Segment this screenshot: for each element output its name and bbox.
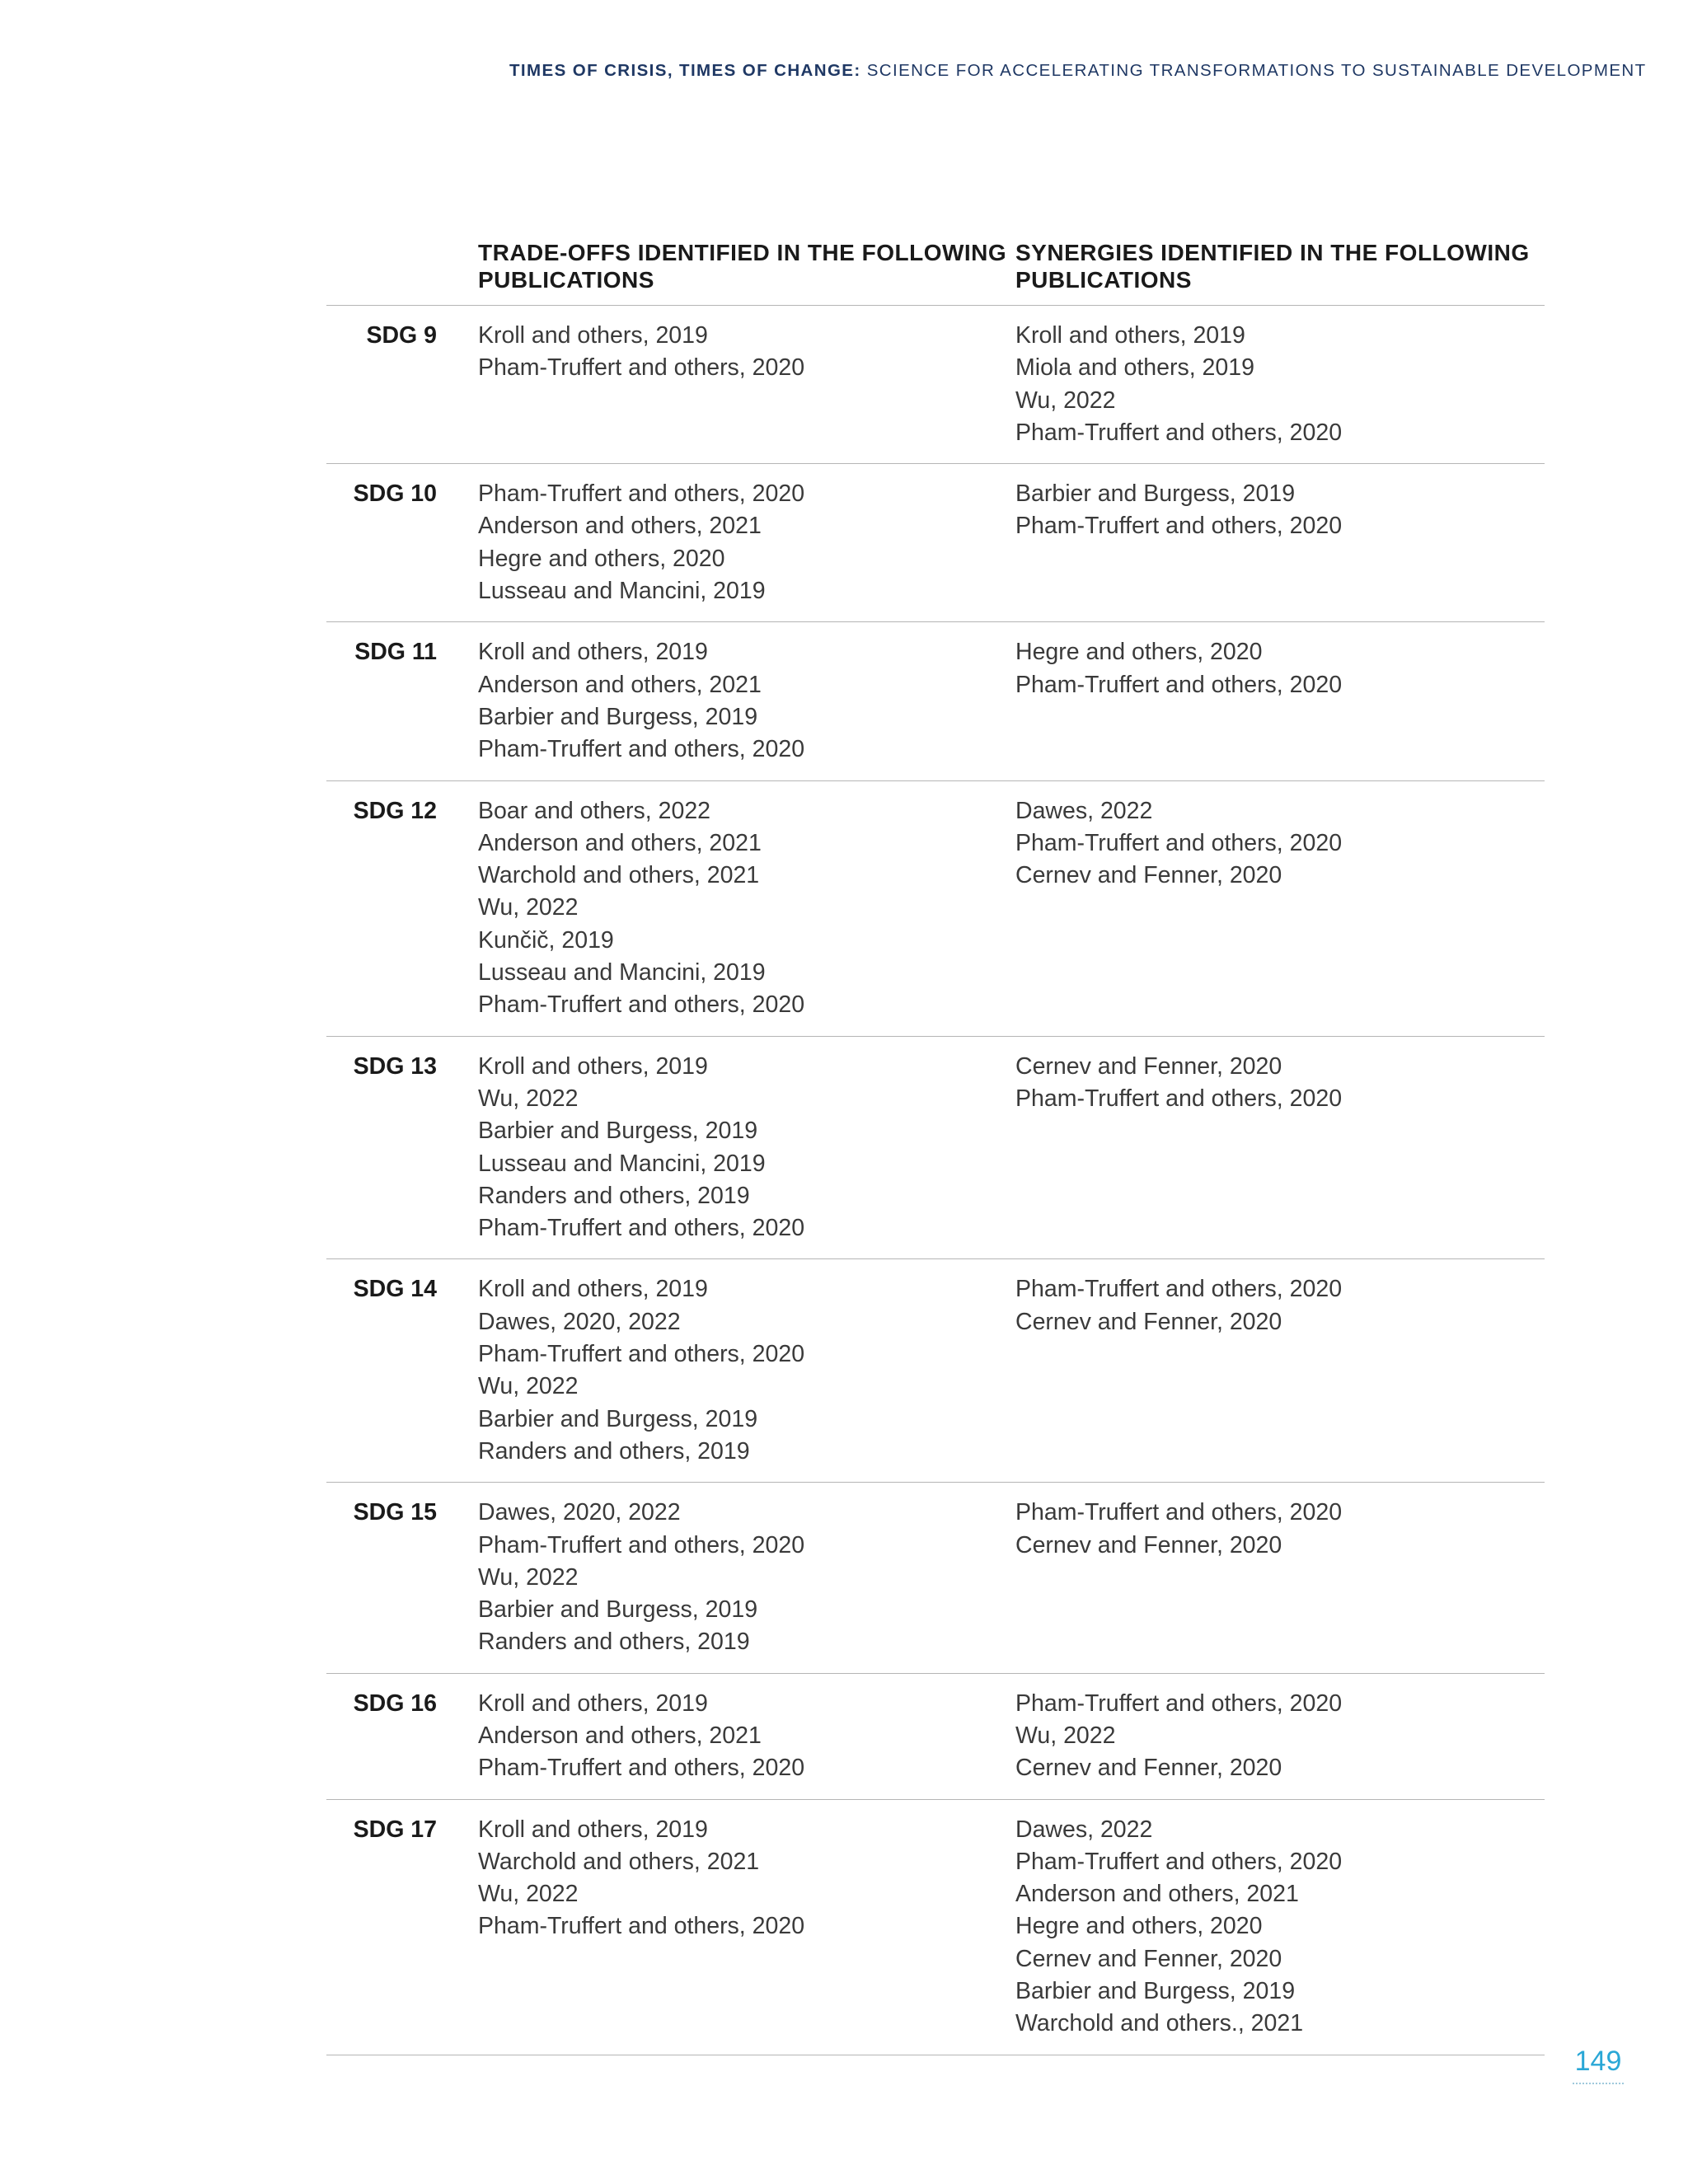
synergies-cell (1015, 1673, 1545, 1799)
trade-offs-list (478, 636, 1015, 766)
synergies-cell (1015, 622, 1545, 780)
citation-item: Lusseau and Mancini, 2019 (478, 1150, 766, 1177)
running-header (509, 61, 1647, 81)
citation-item: Dawes, 2022 (1015, 1816, 1153, 1843)
sdg-label: SDG 15 (326, 1483, 478, 1673)
citation-item: Kroll and others, 2019 (478, 1276, 708, 1303)
citation-item: Warchold and others., 2021 (1015, 2010, 1304, 2037)
citation-item: Lusseau and Mancini, 2019 (478, 959, 766, 987)
citation-item: Warchold and others, 2021 (478, 1848, 760, 1875)
synergies-list (1015, 1497, 1544, 1562)
running-header-title: TIMES OF CRISIS, TIMES OF CHANGE: (509, 61, 861, 80)
citation-item: Kroll and others, 2019 (478, 639, 708, 666)
table-row (326, 464, 1545, 622)
trade-offs-list (478, 320, 1015, 385)
table-header-row (326, 239, 1545, 306)
trade-offs-cell (478, 1036, 1015, 1259)
citation-item: Pham-Truffert and others, 2020 (478, 1531, 805, 1558)
citation-item: Kroll and others, 2019 (1015, 322, 1245, 349)
citation-item: Pham-Truffert and others, 2020 (478, 1341, 805, 1368)
citation-item: Wu, 2022 (478, 1373, 579, 1400)
citation-item: Wu, 2022 (1015, 387, 1116, 414)
sdg-label: SDG 16 (326, 1673, 478, 1799)
citation-item: Pham-Truffert and others, 2020 (478, 354, 805, 382)
citation-item: Barbier and Burgess, 2019 (478, 1405, 758, 1432)
citation-item: Dawes, 2020, 2022 (478, 1308, 681, 1335)
citation-item: Wu, 2022 (478, 1085, 579, 1112)
citation-item: Kroll and others, 2019 (478, 322, 708, 349)
citation-item: Pham-Truffert and others, 2020 (1015, 829, 1343, 856)
sdg-label: SDG 17 (326, 1799, 478, 2055)
citation-item: Barbier and Burgess, 2019 (478, 1118, 758, 1145)
synergies-list (1015, 478, 1544, 543)
trade-offs-list (478, 795, 1015, 1022)
citation-item: Kroll and others, 2019 (478, 1816, 708, 1843)
trade-offs-list (478, 1273, 1015, 1468)
trade-offs-cell (478, 1673, 1015, 1799)
citation-item: Pham-Truffert and others, 2020 (1015, 419, 1343, 446)
synergies-list (1015, 1688, 1544, 1785)
citation-item: Wu, 2022 (1015, 1722, 1116, 1749)
citation-item: Barbier and Burgess, 2019 (478, 1596, 758, 1624)
citation-item: Anderson and others, 2021 (478, 513, 762, 540)
citation-item: Hegre and others, 2020 (1015, 1913, 1263, 1940)
trade-offs-list (478, 1051, 1015, 1245)
trade-offs-column-header: TRADE-OFFS IDENTIFIED IN THE FOLLOWING PUBLICATIONS (478, 239, 1015, 306)
citation-item: Barbier and Burgess, 2019 (1015, 480, 1296, 508)
synergies-cell (1015, 780, 1545, 1036)
citation-item: Miola and others, 2019 (1015, 354, 1254, 382)
citation-item: Wu, 2022 (478, 894, 579, 921)
sdg-label: SDG 13 (326, 1036, 478, 1259)
citation-item: Pham-Truffert and others, 2020 (478, 1215, 805, 1242)
citation-item: Anderson and others, 2021 (478, 1722, 762, 1749)
citation-item: Cernev and Fenner, 2020 (1015, 1531, 1282, 1558)
trade-offs-cell (478, 306, 1015, 464)
citation-item: Cernev and Fenner, 2020 (1015, 1755, 1282, 1782)
citation-item: Randers and others, 2019 (478, 1437, 750, 1465)
citation-item: Pham-Truffert and others, 2020 (1015, 513, 1343, 540)
citation-item: Lusseau and Mancini, 2019 (478, 578, 766, 605)
synergies-cell (1015, 1799, 1545, 2055)
sdg-column-header (326, 239, 478, 306)
trade-offs-list (478, 1814, 1015, 1943)
citation-item: Randers and others, 2019 (478, 1182, 750, 1209)
citation-item: Cernev and Fenner, 2020 (1015, 1052, 1282, 1080)
synergies-cell (1015, 1036, 1545, 1259)
table-row (326, 1799, 1545, 2055)
citation-item: Pham-Truffert and others, 2020 (1015, 1690, 1343, 1717)
sdg-label: SDG 10 (326, 464, 478, 622)
sdg-label: SDG 12 (326, 780, 478, 1036)
synergies-list (1015, 320, 1544, 449)
table-row (326, 1036, 1545, 1259)
citation-item: Anderson and others, 2021 (478, 671, 762, 698)
citation-item: Boar and others, 2022 (478, 797, 711, 824)
citation-item: Hegre and others, 2020 (1015, 639, 1263, 666)
table-header (326, 239, 1545, 306)
citation-item: Pham-Truffert and others, 2020 (1015, 1848, 1343, 1875)
synergies-list (1015, 1273, 1544, 1338)
citation-item: Kroll and others, 2019 (478, 1052, 708, 1080)
synergies-cell (1015, 464, 1545, 622)
trade-offs-cell (478, 464, 1015, 622)
citation-item: Pham-Truffert and others, 2020 (478, 991, 805, 1019)
trade-offs-cell (478, 780, 1015, 1036)
synergies-column-header: SYNERGIES IDENTIFIED IN THE FOLLOWING PUBLICATIONS (1015, 239, 1545, 306)
synergies-list (1015, 1814, 1544, 2041)
citation-item: Hegre and others, 2020 (478, 545, 725, 572)
table-row (326, 1673, 1545, 1799)
citation-item: Wu, 2022 (478, 1563, 579, 1591)
trade-offs-list (478, 1688, 1015, 1785)
synergies-list (1015, 1051, 1544, 1116)
citation-item: Barbier and Burgess, 2019 (1015, 1978, 1296, 2005)
citation-item: Cernev and Fenner, 2020 (1015, 1308, 1282, 1335)
citation-item: Cernev and Fenner, 2020 (1015, 862, 1282, 889)
citation-item: Kroll and others, 2019 (478, 1690, 708, 1717)
citation-item: Dawes, 2020, 2022 (478, 1499, 681, 1526)
citation-item: Pham-Truffert and others, 2020 (478, 736, 805, 763)
citation-item: Pham-Truffert and others, 2020 (1015, 1085, 1343, 1112)
synergies-list (1015, 795, 1544, 893)
synergies-cell (1015, 1259, 1545, 1483)
sdg-label: SDG 9 (326, 306, 478, 464)
citation-item: Pham-Truffert and others, 2020 (478, 1913, 805, 1940)
sdg-label: SDG 14 (326, 1259, 478, 1483)
table-row (326, 622, 1545, 780)
synergies-cell (1015, 306, 1545, 464)
trade-offs-cell (478, 1799, 1015, 2055)
citation-item: Pham-Truffert and others, 2020 (1015, 671, 1343, 698)
synergies-cell (1015, 1483, 1545, 1673)
table-row (326, 780, 1545, 1036)
table-row (326, 306, 1545, 464)
table-body (326, 306, 1545, 2055)
page-number: 149 (1573, 2046, 1624, 2084)
citation-item: Pham-Truffert and others, 2020 (478, 1755, 805, 1782)
trade-offs-cell (478, 622, 1015, 780)
table-row (326, 1259, 1545, 1483)
citation-item: Barbier and Burgess, 2019 (478, 703, 758, 730)
citation-item: Anderson and others, 2021 (478, 829, 762, 856)
citation-item: Wu, 2022 (478, 1881, 579, 1908)
citation-item: Pham-Truffert and others, 2020 (1015, 1499, 1343, 1526)
trade-offs-list (478, 1497, 1015, 1658)
citation-item: Randers and others, 2019 (478, 1629, 750, 1656)
citation-item: Warchold and others, 2021 (478, 862, 760, 889)
citation-item: Dawes, 2022 (1015, 797, 1153, 824)
sdg-label: SDG 11 (326, 622, 478, 780)
synergies-list (1015, 636, 1544, 701)
running-header-subtitle: SCIENCE FOR ACCELERATING TRANSFORMATIONS TO SUSTAINABLE DEVELOPMENT (860, 61, 1647, 80)
citation-item: Kunčič, 2019 (478, 926, 614, 954)
citation-item: Cernev and Fenner, 2020 (1015, 1945, 1282, 1972)
citation-item: Anderson and others, 2021 (1015, 1881, 1299, 1908)
citation-item: Pham-Truffert and others, 2020 (1015, 1276, 1343, 1303)
trade-offs-list (478, 478, 1015, 607)
trade-offs-cell (478, 1259, 1015, 1483)
citation-item: Pham-Truffert and others, 2020 (478, 480, 805, 508)
trade-offs-cell (478, 1483, 1015, 1673)
table-row (326, 1483, 1545, 1673)
publications-table (326, 239, 1545, 2055)
